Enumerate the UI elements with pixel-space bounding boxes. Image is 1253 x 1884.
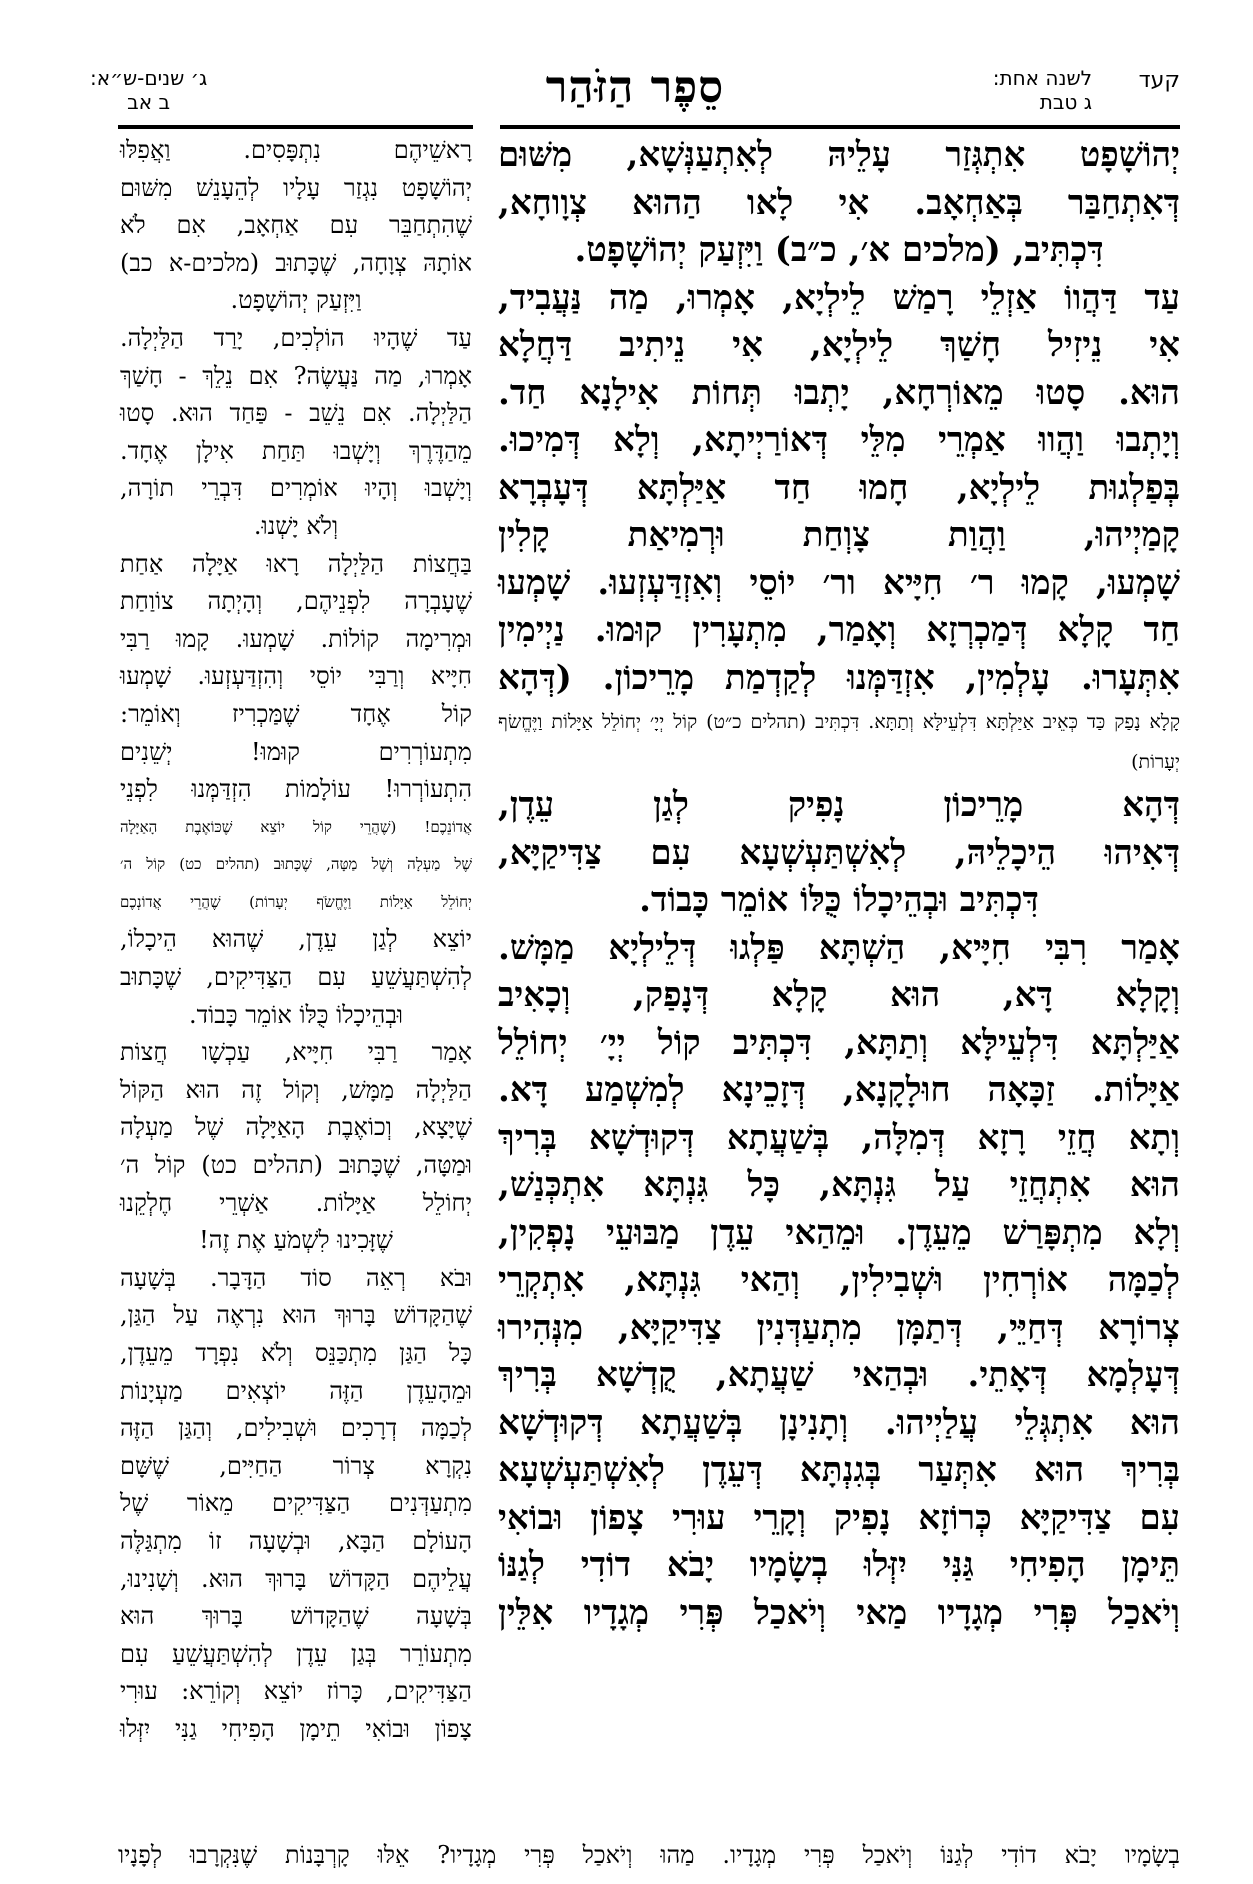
text-line: עִם צַדִּיקַיָּא כְּרוֹזָא נָפִיק וְקָרֵי עוּרִי צָפוֹן וּבוֹאִי [498, 1497, 1180, 1538]
text-line: וַיִּזְעַק יְהוֹשָׁפָט. [230, 286, 362, 315]
header-schedule-right [993, 66, 1092, 114]
side-column-rule [118, 125, 473, 129]
text-line: וְלָא מִתְפָּרַשׁ מֵעֵדֶן. וּמֵהַאי עֵדֶן מַבּוּעֵי נָפְקִין, [498, 1212, 1180, 1253]
text-line: אוֹתָהּ צְוָחָה, שֶׁכָּתוּב (מלכים-א כב) [120, 248, 472, 277]
hebrew-translation-column [120, 132, 472, 1749]
text-line: וְתָא חֲזֵי רָזָא דְּמִלָּה, בְּשַׁעֲתָא דְּקוּדְשָׁא בְּרִיךְ [498, 1117, 1180, 1158]
text-line: אָמַר רַבִּי חִיָּיא, עַכְשָׁו חֲצוֹת [120, 1038, 472, 1067]
text-line: לְכַמָּה דְרָכִים וּשְׁבִילִים, וְהַגַּן הַזֶּה [120, 1414, 472, 1443]
header-schedule-left [90, 66, 207, 114]
text-line: הוּא אִתְחֲזֵי עַל גִּנְתָּא, כָּל גִּנְתָּא אִתְכְּנַשׁ, [498, 1165, 1180, 1205]
text-line: שָׁמְעוּ, קָמוּ ר׳ חִיָּיא ור׳ יוֹסֵי וְאִזְדַּעְזְעוּ. שָׁמְעוּ [498, 562, 1180, 603]
text-line: וְיָתְבוּ וַהֲווּ אַמְרֵי מִלֵּי דְּאוֹרַיְיתָא, וְלָא דְּמִיכוּ. [498, 420, 1180, 460]
text-line: מִתְעוֹרֵר בְּגַן עֵדֶן לְהִשְׁתַּעֲשֵׁעַ עִם [120, 1639, 472, 1668]
text-line: יְחוֹלֵל אַיָּלוֹת. אַשְׁרֵי חֶלְקֵנוּ [120, 1188, 472, 1217]
text-line: אַיָּלוֹת. זַכָּאָה חוּלָקָנָא, דְּזָכֵינָא לְמִשְׁמַע דָּא. [498, 1070, 1180, 1110]
parenthetical-note: יְחוֹלֵל אַיָּלוֹת וַיֶּחֱשֹׂף יְעָרוֹת) שֶׁהֲרֵי אֲדוֹנְכֶם [120, 892, 472, 911]
parenthetical-note: אֲדוֹנֵכֶם! (שֶׁהֲרֵי קוֹל יוֹצֵא שֶׁכּוֹאֶבֶת הָאַיָּלָה [120, 817, 472, 836]
schedule-three-years-date: ב אב [127, 90, 171, 114]
text-line: רָאשֵׁיהֶם נִתְפָּסִים. וַאֲפִלּוּ [120, 136, 472, 164]
text-line: עַד שֶׁהָיוּ הוֹלְכִים, יָרַד הַלַּיְלָה. [120, 323, 472, 352]
text-line: חַד קָלָא דְּמַכְרְזָא וְאָמַר, מִתְעָרִין קוּמוּ. נַיְימִין [498, 610, 1180, 650]
text-line: קוֹל אֶחָד שֶׁמַּכְרִיז וְאוֹמֵר: [120, 699, 472, 728]
text-line: לְכַמָּה אוֹרְחִין וּשְׁבִילִין, וְהַאי גִּנְתָּא, אִתְקְרֵי [498, 1260, 1180, 1300]
text-line: אָמְרוּ, מַה נַּעֲשֶׂה? אִם נֵלֵךְ - חָשַׁךְ [120, 361, 472, 390]
text-line: מֵהַדֶּרֶךְ וְיָשְׁבוּ תַּחַת אִילָן אֶחָד. [120, 436, 472, 465]
text-line: בְּרִיךְ הוּא אִתְּעַר בְּגִנְתָּא דְּעֵדֶן לְאִשְׁתַּעְשְׁעָא [498, 1450, 1180, 1490]
text-line: וְיֹאכַל פְּרִי מְגָדָיו מַאי וְיֹאכַל פְּרִי מְגָדָיו אִלֵּין [498, 1592, 1180, 1633]
text-line: עַד דַּהֲווֹ אַזְלֵי רָמַשׁ לֵילְיָא, אָמְרוּ, מַה נַּעֲבִיד, [498, 277, 1180, 318]
text-line: דְּאִתְחַבַּר בְּאַחְאָב. אִי לָאו הַהוּא צְוָוחָא, [498, 182, 1180, 223]
main-column-rule [500, 125, 1180, 129]
parenthetical-note: שֶׁל מַעְלָה וְשֶׁל מַטָּה, שֶׁכָּתוּב (תהלים כט) קוֹל ה׳ [120, 855, 472, 874]
book-title: סֵפֶר הַזֹּהַר [545, 62, 725, 113]
text-line: מִתְעַדְּנִים הַצַּדִּיקִים מֵאוֹר שֶׁל [120, 1489, 472, 1518]
text-line: הַצַּדִּיקִים, כָּרוֹז יוֹצֵא וְקוֹרֵא: עוּרִי [120, 1677, 472, 1706]
text-line: שֶׁהִתְחַבֵּר עִם אַחְאָב, אִם לֹא [120, 211, 472, 240]
text-line: מִתְעוֹרְרִים קוּמוּ! יְשֵׁנִים [120, 737, 472, 766]
text-line: תֵּימָן הָפִיחִי גַּנִּי יִזְּלוּ בְשָׂמָיו יָבֹא דוֹדִי לְגַנּוֹ [498, 1545, 1180, 1585]
text-line: וְלֹא יָשְׁנוּ. [253, 511, 339, 540]
text-line: דְּהָא מָרֵיכוֹן נָפִיק לְגַן עֵדֶן, [498, 785, 1180, 825]
text-line: וּבְהֵיכָלוֹ כֻּלּוֹ אוֹמֵר כָּבוֹד. [188, 1000, 404, 1029]
text-line: שֶׁזָּכִינוּ לִשְׁמֹעַ אֶת זֶה! [199, 1226, 393, 1255]
text-line: הָעוֹלָם הַבָּא, וּבְשָׁעָה זוֹ מִתְגַּלֶּה [120, 1526, 472, 1555]
text-line: שֶׁיָּצָא, וְכוֹאֶבֶת הָאַיָּלָה שֶׁל מַעְלָה [120, 1113, 472, 1142]
text-line: דִּכְתִּיב וּבְהֵיכָלוֹ כֻּלּוֹ אוֹמֵר כָּבוֹד. [639, 880, 1039, 920]
text-line: וּמַטָּה, שֶׁכָּתוּב (תהלים כט) קוֹל ה׳ [120, 1151, 472, 1180]
text-line: עֲלֵיהֶם הַקָּדוֹשׁ בָּרוּךְ הוּא. וְשָׁנִינוּ, [120, 1564, 472, 1593]
text-line: יְהוֹשָׁפָט נִגְזַר עָלָיו לְהֵעָנֵשׁ מִשּׁוּם [120, 173, 472, 202]
text-line: בְּפַלְגוּת לֵילְיָא, חָמוּ חַד אַיַּלְתָּא דְּעָבְרָא [498, 467, 1180, 508]
text-line: דִּכְתִּיב, (מלכים א׳, כ״ב) וַיִּזְעַק יְהוֹשָׁפָט. [574, 230, 1104, 270]
schedule-one-year: לשנה אחת: [992, 66, 1092, 90]
text-line: צְרוֹרָא דְּחַיֵּי, דְּתַמָּן מִתְעַדְּנִין צַדִּיקַיָּא, מִנְּהִירוּ [498, 1307, 1180, 1348]
bottom-continuation-line: בְשָׂמָיו יָבֹא דוֹדִי לְגַנּוֹ וְיֹאכַל פְּרִי מְגָדָיו. מַהוּ וְיֹאכַל פְּרִי מְגָדָיו? אֵלּוּ קָרְבָּנוֹת שֶׁנִּקְרָבוּ לְפָנָיו [118, 1841, 1180, 1869]
text-line: חִיָּיא וְרַבִּי יוֹסֵי וְהִזְדַּעְזְעוּ. שָׁמְעוּ [120, 662, 472, 691]
text-line: וּמְרִימָה קוֹלוֹת. שָׁמְעוּ. קָמוּ רַבִּי [120, 624, 472, 653]
text-line: וּמֵהָעֵדֶן הַזֶּה יוֹצְאִים מַעְיָנוֹת [120, 1376, 472, 1405]
page-header [90, 60, 1180, 122]
text-line: צָפוֹן וּבוֹאִי תֵימָן הָפִיחִי גַנִּי יִזְּלוּ [120, 1714, 472, 1743]
text-line: הוּא. סָטוּ מֵאוֹרְחָא, יָתְבוּ תְּחוֹת אִילָנָא חַד. [498, 372, 1180, 413]
text-line: בְּשָׁעָה שֶׁהַקָּדוֹשׁ בָּרוּךְ הוּא [120, 1602, 472, 1631]
aramaic-text-column [498, 132, 1180, 1637]
text-line: דְּאִיהוּ הֵיכָלֵיהּ, לְאִשְׁתַּעְשְׁעָא עִם צַדִּיקַיָּא, [498, 832, 1180, 873]
text-line: אָמַר רִבִּי חִיָּיא, הַשְׁתָּא פַּלְגוּ דְּלֵילְיָא מַמָּשׁ. [498, 927, 1180, 968]
text-line: לְהִשְׁתַּעֲשֵׁעַ עִם הַצַּדִּיקִים, שֶׁכָּתוּב [120, 963, 472, 992]
text-line: נִקְרָא צְרוֹר הַחַיִּים, שֶׁשָּׁם [120, 1451, 472, 1480]
parenthetical-note: קָלָא נָפַק כַּד כְּאֵיב אַיַּלְתָּא דִּלְעֵילָּא וְתַתָּא. דִּכְתִּיב (תהלים כ״ט) קוֹל יְיָ׳ יְחוֹלֵל אַיָּלוֹת וַיֶּחֱשׂף יְעָרוֹת) [498, 711, 1180, 773]
text-line: אַיַּלְתָּא דִּלְעֵילָּא וְתַתָּא, דִּכְתִּיב קוֹל יְיָ׳ יְחוֹלֵל [498, 1022, 1180, 1063]
text-line: וּבֹא רְאֵה סוֹד הַדָּבָר. בְּשָׁעָה [120, 1263, 472, 1292]
text-line: אִתְּעָרוּ. עָלְמִין, אִזְדַּמְּנוּ לְקַדְמַת מָרֵיכוֹן. (דְּהָא [498, 657, 1180, 698]
text-line: דְּעָלְמָא דְּאָתֵי. וּבְהַאי שַׁעֲתָא, קֻדְשָׁא בְּרִיךְ [498, 1355, 1180, 1395]
text-line: אִי נֵיזִיל חָשַׁךְ לֵילְיָא, אִי נֵיתִיב דַּחֲלָא [498, 325, 1180, 365]
page-number: קעד [1138, 68, 1180, 93]
text-line: בַּחֲצוֹת הַלַּיְלָה רָאוּ אַיָּלָה אַחַת [120, 549, 472, 578]
text-line: הַלַּיְלָה מַמָּשׁ, וְקוֹל זֶה הוּא הַקּוֹל [120, 1075, 472, 1104]
text-line: שֶׁהַקָּדוֹשׁ בָּרוּךְ הוּא נִרְאֶה עַל הַגַּן, [120, 1301, 472, 1330]
text-line: שֶׁעָבְרָה לִפְנֵיהֶם, וְהָיְתָה צוֹוַחַת [120, 587, 472, 616]
text-line: הַלַּיְלָה. אִם נֵשֵׁב - פַּחַד הוּא. סָטוּ [120, 399, 472, 428]
text-line: הִתְעוֹרְרוּ! עוֹלָמוֹת הִזְדַּמְּנוּ לִפְנֵי [120, 775, 472, 804]
text-line: וְקָלָא דָּא, הוּא קָלָא דְּנָפַק, וְכָאִיב [498, 975, 1180, 1015]
text-line: יוֹצֵא לְגַן עֵדֶן, שֶׁהוּא הֵיכָלוֹ, [120, 925, 472, 954]
text-line: יְהוֹשָׁפָט אִתְגְּזַר עָלֵיהּ לְאִתְעַנְּשָׁא, מִשּׁוּם [498, 135, 1180, 175]
schedule-one-year-date: ג טבת [1039, 90, 1092, 114]
text-line: כָּל הַגַּן מִתְכַּנֵּס וְלֹא נִפְרָד מֵעֵדֶן, [120, 1339, 472, 1367]
schedule-three-years: ג׳ שנים-ש״א: [90, 66, 208, 90]
text-line: קָמַיְיהוּ, וַהֲוַת צָוְחַת וּרְמִיאַת קָלִין [498, 515, 1180, 555]
text-line: וְיָשְׁבוּ וְהָיוּ אוֹמְרִים דִּבְרֵי תוֹרָה, [120, 474, 472, 503]
text-line: הוּא אִתְגְּלֵי עֲלַיְיהוּ. וְתָנִינָן בְּשַׁעֲתָא דְּקוּדְשָׁא [498, 1402, 1180, 1443]
